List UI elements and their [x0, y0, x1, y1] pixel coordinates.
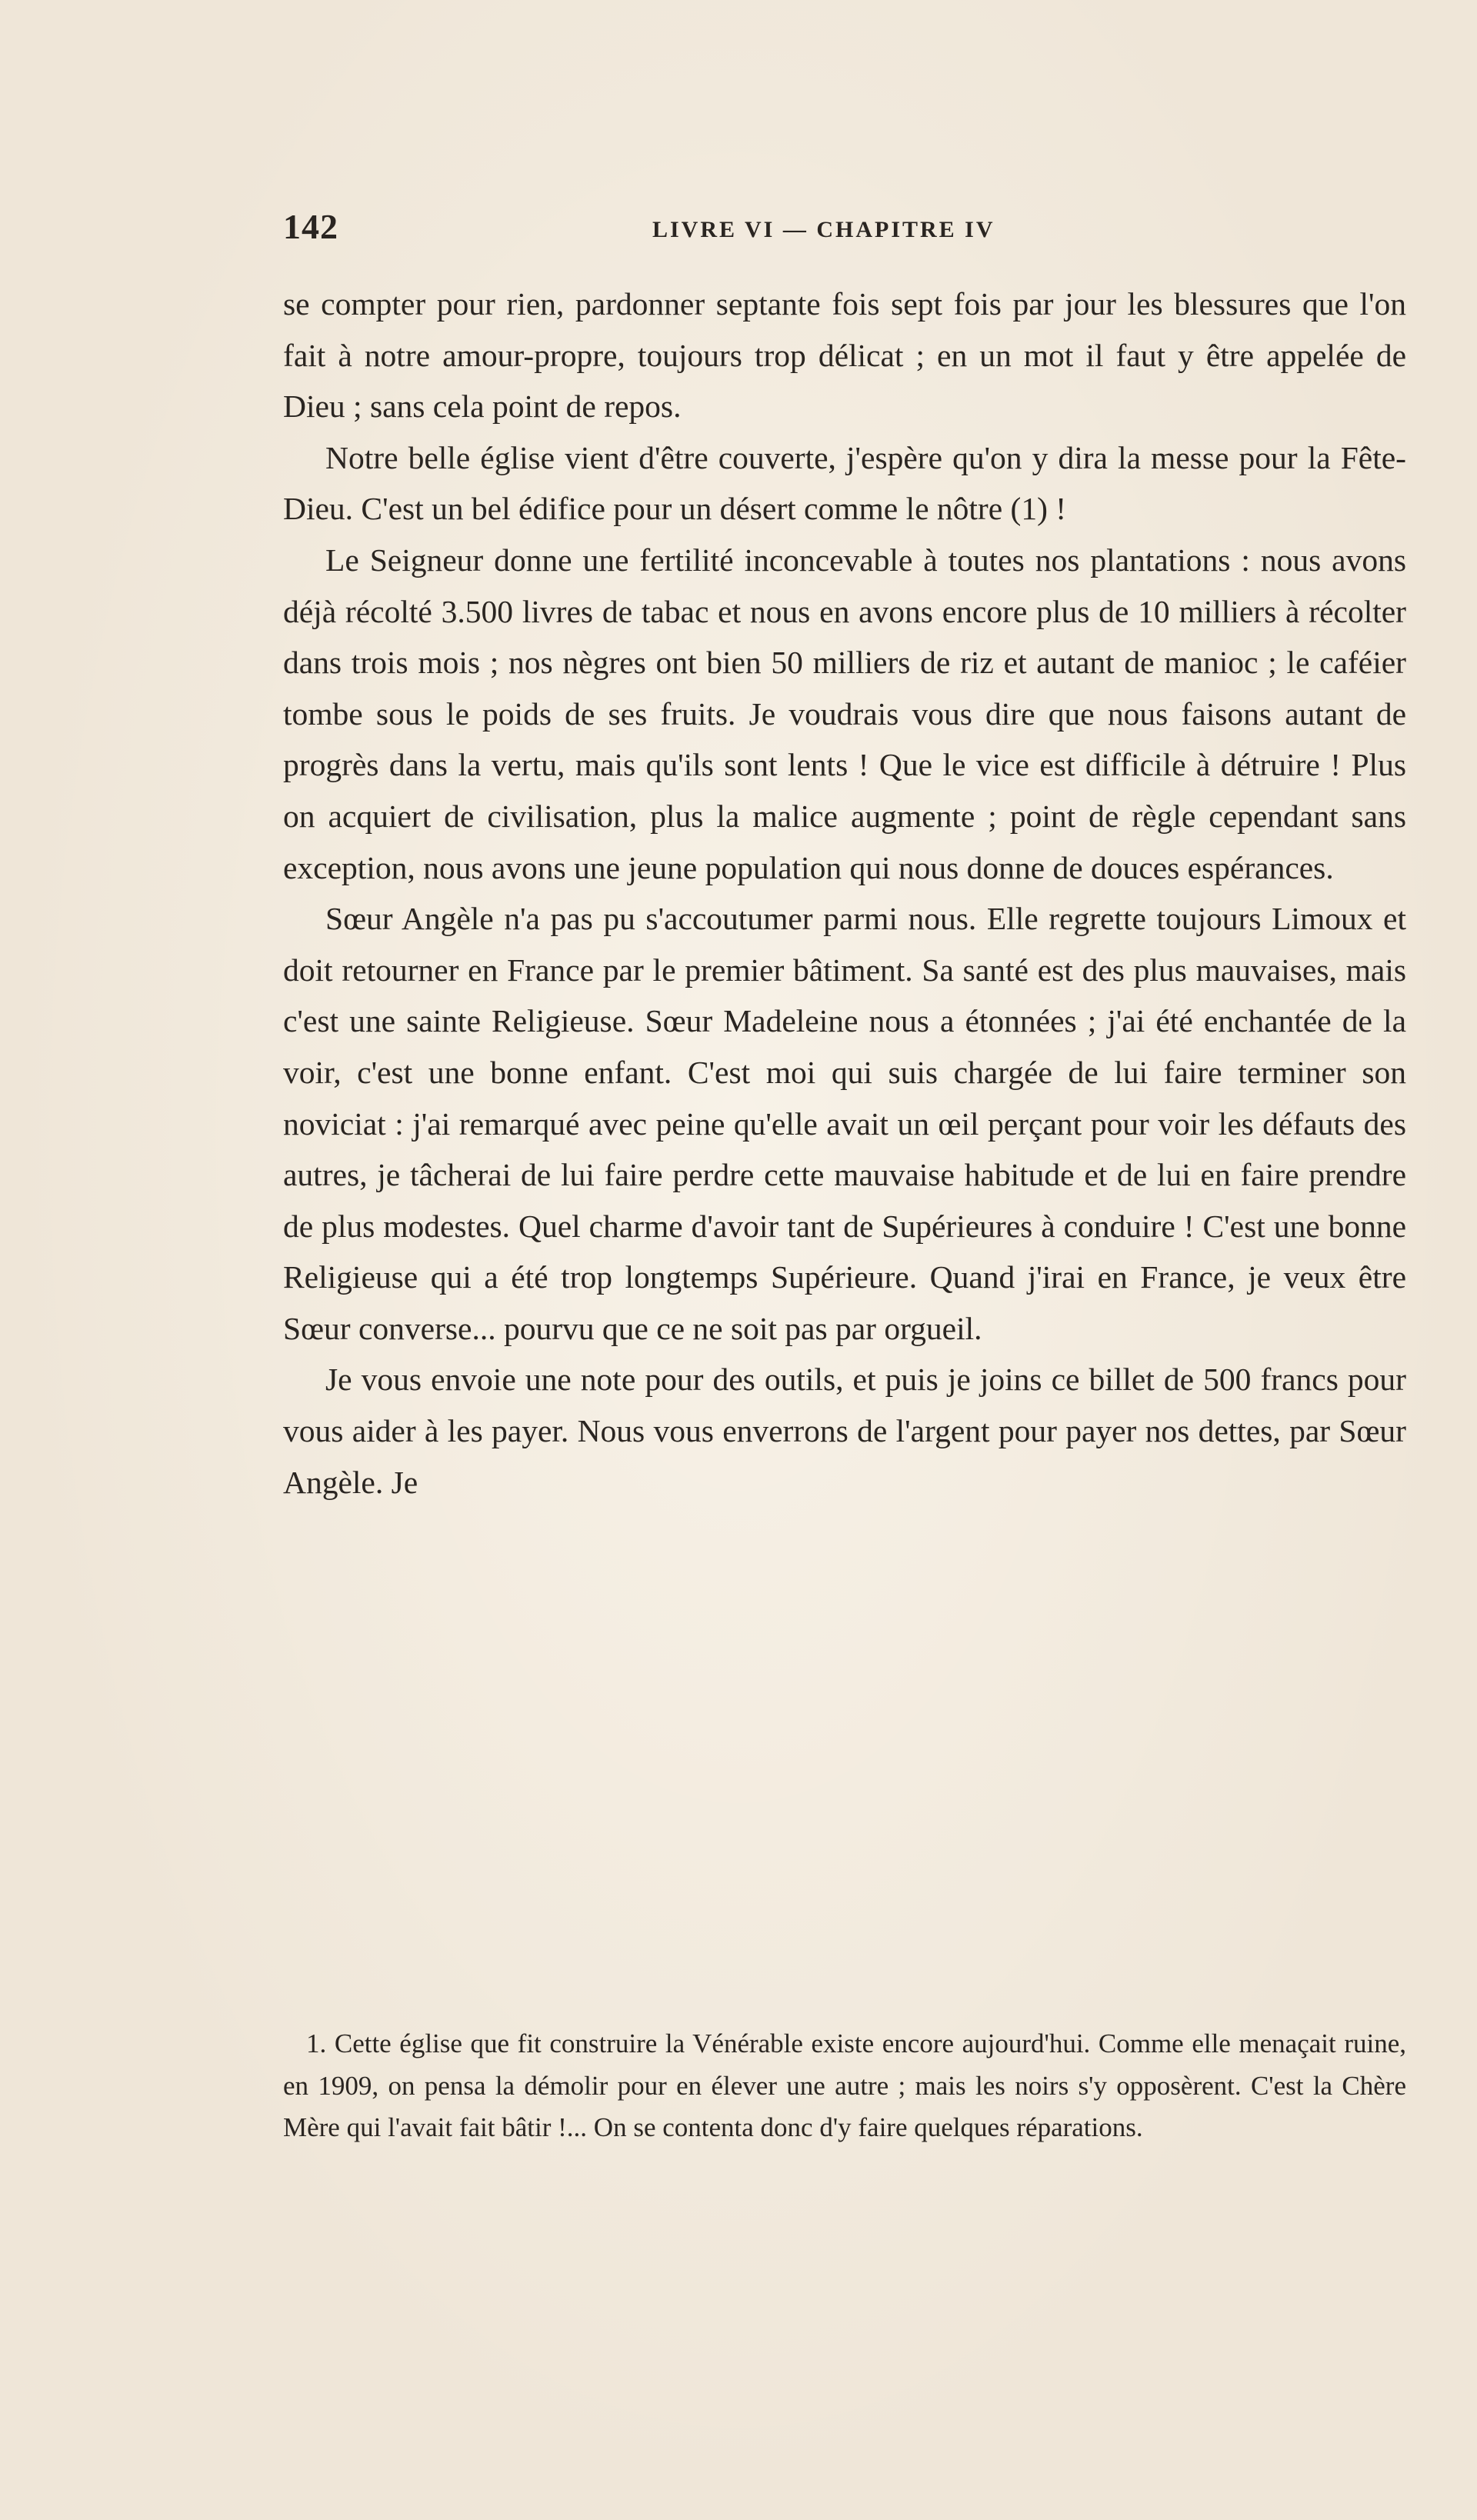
paragraph: se compter pour rien, pardonner septante fois sept fois par jour les blessures que l'on fait à notre amour-propre, toujours trop délicat ; en un mot il faut y être appelée de Dieu ; sans cela point de repos. — [283, 286, 1406, 425]
footnote: 1. Cette église que fit construire la Vénérable existe encore aujourd'hui. Comme elle menaçait ruine, en 1909, on pensa la démolir pour en élever une autre ; mais les noirs s'y opposèrent. C'est la Chère Mère qui l'avait fait bâtir !... On se contenta donc d'y faire quelques réparations. — [283, 2028, 1406, 2143]
body-text — [283, 278, 1406, 1508]
paragraph: Le Seigneur donne une fertilité inconcevable à toutes nos plantations : nous avons déjà récolté 3.500 livres de tabac et nous en avons encore plus de 10 milliers à récolter dans trois mois ; nos nègres ont bien 50 milliers de riz et autant de manioc ; le caféier tombe sous le poids de ses fruits. Je voudrais vous dire que nous faisons autant de progrès dans la vertu, mais qu'ils sont lents ! Que le vice est difficile à détruire ! Plus on acquiert de civilisation, plus la malice augmente ; point de règle cependant sans exception, nous avons une jeune population qui nous donne de douces espérances. — [283, 542, 1406, 885]
paragraph: Notre belle église vient d'être couverte, j'espère qu'on y dira la messe pour la Fête-Dieu. C'est un bel édifice pour un désert comme le nôtre (1) ! — [283, 439, 1406, 527]
footnotes — [283, 2023, 1406, 2149]
paragraph: Sœur Angèle n'a pas pu s'accoutumer parmi nous. Elle regrette toujours Limoux et doit retourner en France par le premier bâtiment. Sa santé est des plus mauvaises, mais c'est une sainte Religieuse. Sœur Madeleine nous a étonnées ; j'ai été enchantée de la voir, c'est une bonne enfant. C'est moi qui suis chargée de lui faire terminer son noviciat : j'ai remarqué avec peine qu'elle avait un œil perçant pour voir les défauts des autres, je tâcherai de lui faire perdre cette mauvaise habitude et de lui en faire prendre de plus modestes. Quel charme d'avoir tant de Supérieures à conduire ! C'est une bonne Religieuse qui a été trop longtemps Supérieure. Quand j'irai en France, je veux être Sœur converse... pourvu que ce ne soit pas par orgueil. — [283, 901, 1406, 1346]
page-header — [283, 206, 1406, 252]
page-number: 142 — [283, 207, 338, 246]
running-head: LIVRE VI — CHAPITRE IV — [652, 217, 995, 242]
paragraph: Je vous envoie une note pour des outils, et puis je joins ce billet de 500 francs pour vous aider à les payer. Nous vous enverrons de l'argent pour payer nos dettes, par Sœur Angèle. Je — [283, 1362, 1406, 1500]
